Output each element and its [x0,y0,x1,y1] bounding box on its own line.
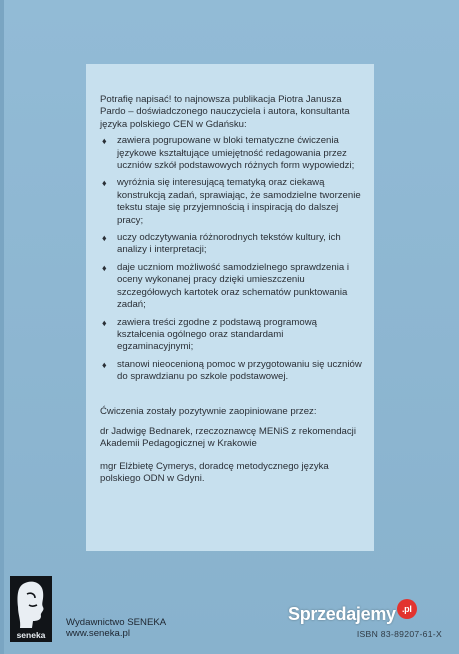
list-item-text: daje uczniom możliwość samodzielnego sprawdzenia i oceny wykonanej pracy dzięki umieszczeniu szczegółowych kartotek oraz schematów punktowania zadań; [117,261,349,311]
list-item-text: zawiera treści zgodne z podstawą programową kształcenia ogólnego oraz standardami egzaminacyjnymi; [117,316,317,353]
isbn-number: ISBN 83-89207-61-X [356,629,442,639]
list-item [100,177,362,227]
feature-list [100,135,362,383]
publisher-info [66,617,166,639]
reviewer-1: dr Jadwigę Bednarek, rzeczoznawcę MENiS z rekomendacji Akademii Pedagogicznej w Krakowie [100,425,356,450]
diamond-bullet-icon: ♦ [102,359,107,370]
approval-lead: Ćwiczenia zostały pozytywnie zaopiniowane przez: [100,405,317,417]
marketplace-watermark [288,604,417,627]
logo-wordmark: seneka [16,630,46,640]
list-item-text: wyróżnia się interesującą tematyką oraz ciekawą konstrukcją zadań, sprawiając, że samodzielne tworzenie tekstu staje się przyjemnością i inspiracją do dalszej pracy; [117,177,361,226]
list-item [100,317,362,354]
list-item-text: stanowi nieocenioną pomoc w przygotowaniu się uczniów do sprawdzianu po szkole podstawowej. [117,358,362,383]
list-item-text: uczy odczytywania różnorodnych tekstów kultury, ich analizy i interpretacji; [117,232,341,256]
publisher-name: Wydawnictwo SENEKA [66,617,167,628]
diamond-bullet-icon: ♦ [102,233,107,244]
list-item [100,262,362,312]
seneka-head-icon [10,576,52,642]
list-item [100,135,362,172]
intro-text: Potrafię napisać! to najnowsza publikacja Piotra Janusza Pardo – doświadczonego nauczyciela i autora, konsultanta języka polskiego CEN w Gdańsku: [100,94,350,130]
list-item-text: zawiera pogrupowane w bloki tematyczne ćwiczenia językowe kształtujące umiejętność redagowania przez uczniów szkół podstawowych różnych form wypowiedzi; [117,135,355,172]
watermark-text: Sprzedajemy [288,604,396,624]
diamond-bullet-icon: ♦ [102,262,107,273]
description-panel [86,64,374,551]
watermark-badge: .pl [397,599,417,619]
seneka-logo [10,576,52,642]
reviewer-2: mgr Elżbietę Cymerys, doradcę metodycznego języka polskiego ODN w Gdyni. [100,460,329,485]
list-item [100,232,362,257]
list-item [100,359,362,384]
publisher-website: www.seneka.pl [66,628,130,639]
diamond-bullet-icon: ♦ [102,178,107,189]
approval-section [100,406,362,486]
cover-edge [0,0,4,654]
diamond-bullet-icon: ♦ [102,136,107,147]
diamond-bullet-icon: ♦ [102,317,107,328]
